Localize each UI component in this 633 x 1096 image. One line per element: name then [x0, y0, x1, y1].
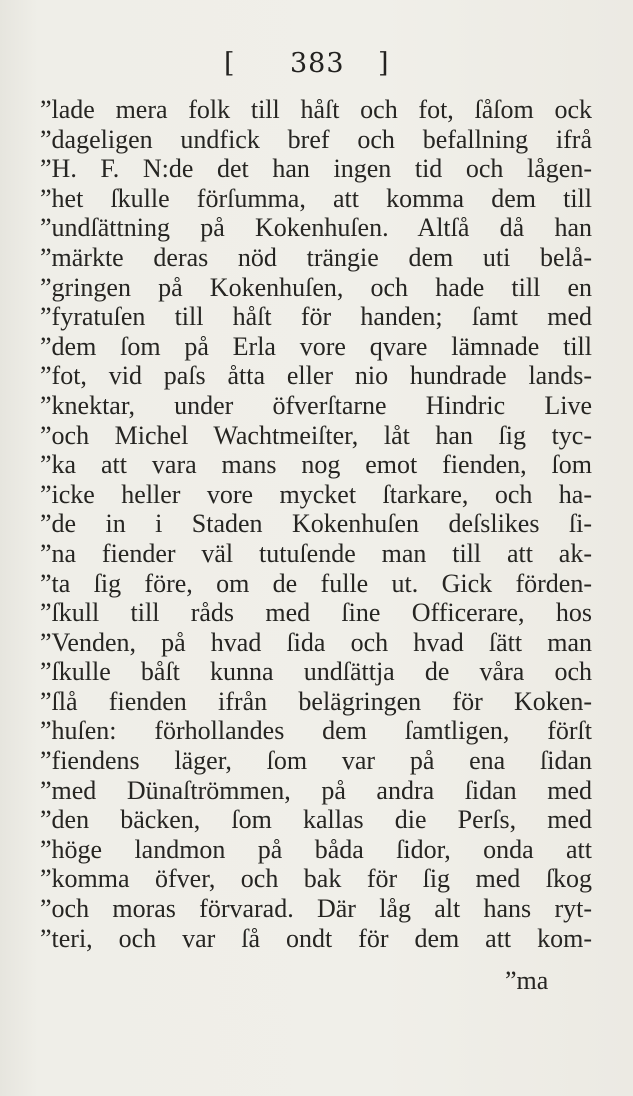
text-line: ”dageligen undfick bref och befallning ifrå [40, 124, 592, 154]
page-number: 383 [290, 48, 345, 79]
text-line: ”knektar, under öfverſtarne Hindric Live [40, 390, 592, 420]
text-line: ”huſen: förhollandes dem ſamtligen, förſt [40, 716, 592, 746]
text-line: ”gringen på Kokenhuſen, och hade till en [40, 272, 592, 302]
text-line: ”ka att vara mans nog emot fienden, ſom [40, 450, 592, 480]
page-header [0, 44, 633, 84]
text-line: ”fiendens läger, ſom var på ena ſidan [40, 746, 592, 776]
text-line: ”het ſkulle förſumma, att komma dem till [40, 183, 592, 213]
text-line: ”höge landmon på båda ſidor, onda att [40, 834, 592, 864]
text-line: ”den bäcken, ſom kallas die Perſs, med [40, 805, 592, 835]
text-line: ”lade mera folk till håſt och fot, ſåſom ock [40, 95, 592, 124]
text-line: ”teri, och var ſå ondt för dem att kom- [40, 923, 592, 953]
header-bracket-left: [ [224, 48, 235, 79]
text-line: ”ta ſig före, om de fulle ut. Gick förden- [40, 568, 592, 598]
catchword: ”ma [505, 966, 549, 995]
header-bracket-right: ] [378, 48, 389, 79]
page-body-text [40, 95, 592, 953]
text-line: ”komma öfver, och bak för ſig med ſkog [40, 864, 592, 894]
text-line: ”med Dünaſtrömmen, på andra ſidan med [40, 775, 592, 805]
text-line: ”icke heller vore mycket ſtarkare, och ha- [40, 479, 592, 509]
text-line: ”H. F. N:de det han ingen tid och lågen- [40, 154, 592, 184]
text-line: ”na fiender väl tutuſende man till att ak- [40, 538, 592, 568]
text-line: ”ſlå fienden ifrån belägringen för Koken- [40, 686, 592, 716]
text-line: ”ſkulle båſt kunna undſättja de våra och [40, 657, 592, 687]
text-line: ”ſkull till råds med ſine Officerare, hos [40, 598, 592, 628]
text-line: ”undſättning på Kokenhuſen. Altſå då han [40, 213, 592, 243]
text-line: ”och moras förvarad. Där låg alt hans ryt- [40, 894, 592, 924]
text-line: ”fot, vid paſs åtta eller nio hundrade lands- [40, 361, 592, 391]
text-line: ”dem ſom på Erla vore qvare lämnade till [40, 331, 592, 361]
text-line: ”märkte deras nöd trängie dem uti belå- [40, 242, 592, 272]
text-line: ”Venden, på hvad ſida och hvad ſätt man [40, 627, 592, 657]
text-line: ”och Michel Wachtmeiſter, låt han ſig tyc- [40, 420, 592, 450]
text-line: ”de in i Staden Kokenhuſen deſslikes ſi- [40, 509, 592, 539]
text-line: ”fyratuſen till håſt för handen; ſamt med [40, 302, 592, 332]
